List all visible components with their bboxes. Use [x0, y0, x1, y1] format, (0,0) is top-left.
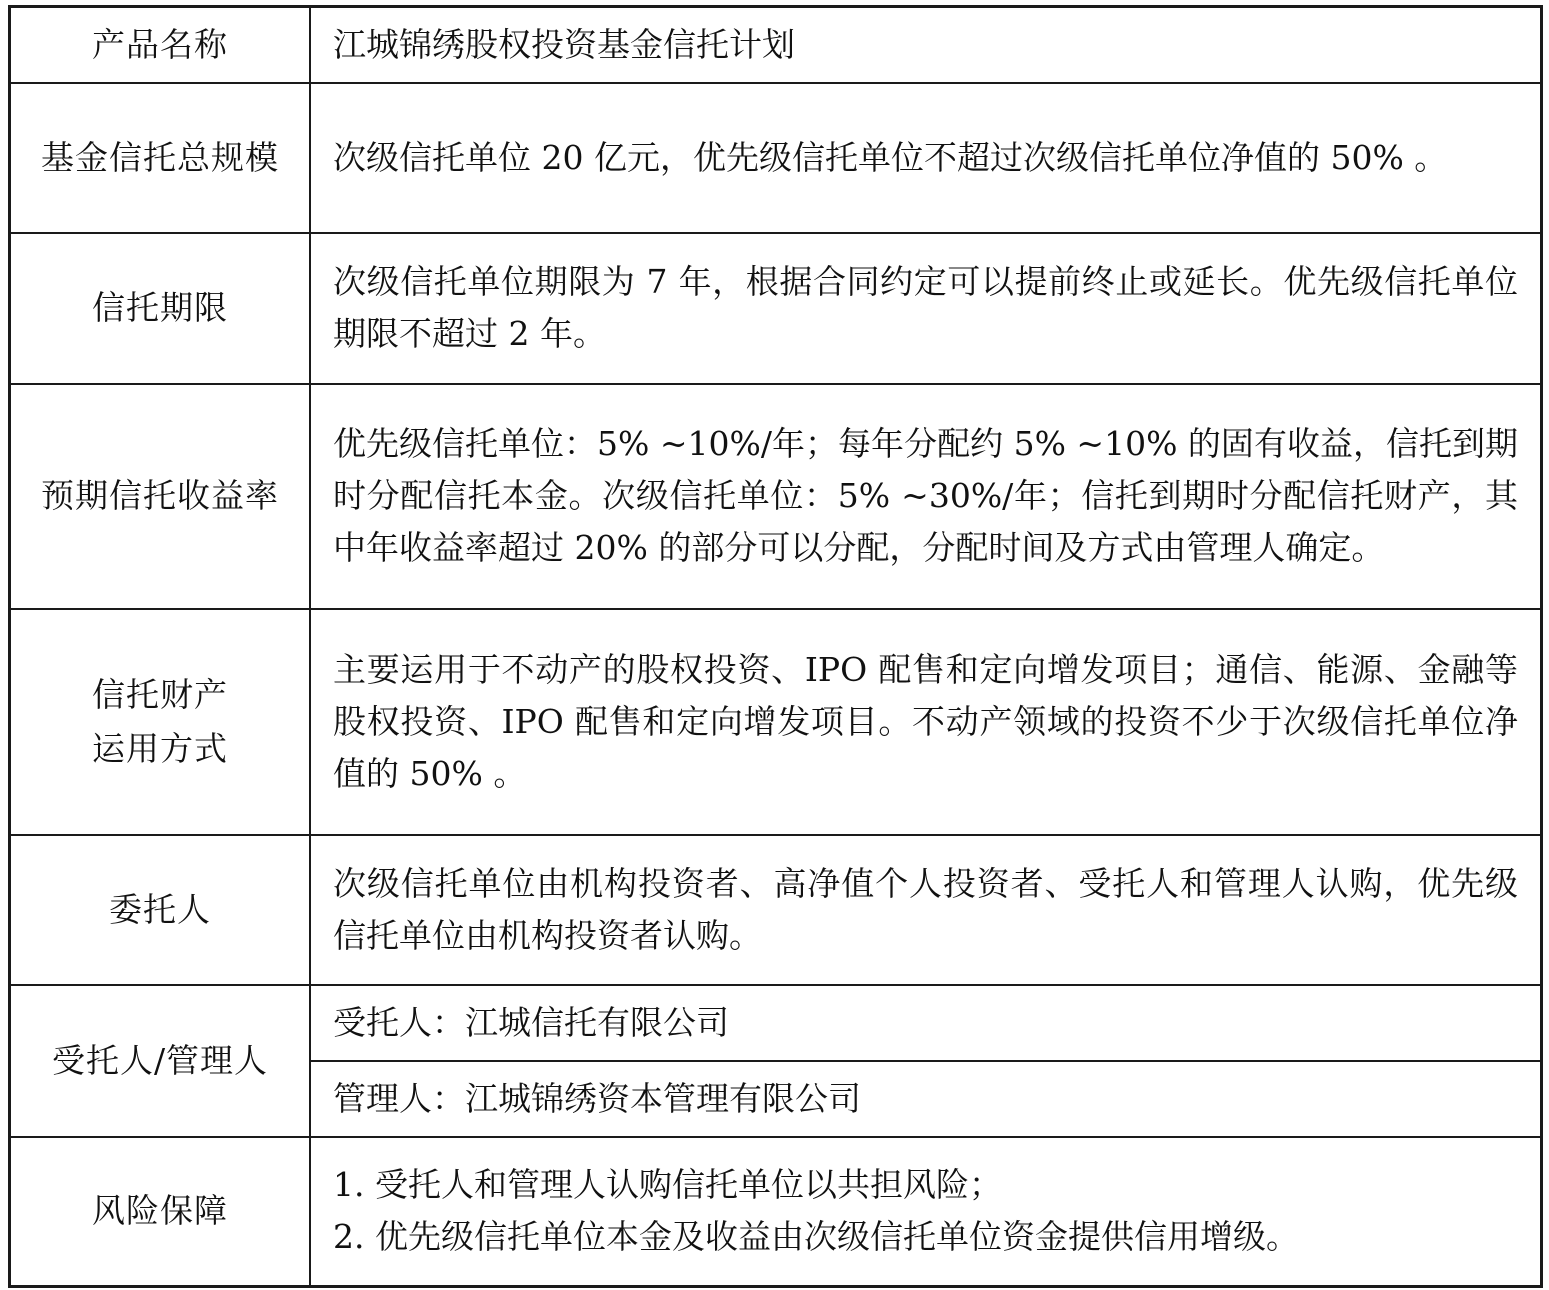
row-label-asset-usage-line2: 运用方式 [92, 728, 228, 768]
table-row [10, 233, 1542, 384]
row-label-asset-usage [10, 609, 311, 835]
risk-item-1: 1. 受托人和管理人认购信托单位以共担风险； [333, 1165, 1002, 1205]
row-label-asset-usage-line1: 信托财产 [92, 674, 228, 714]
row-label-product-name: 产品名称 [10, 7, 311, 83]
row-value-risk-protection [310, 1137, 1542, 1287]
row-value-settlor: 次级信托单位由机构投资者、高净值个人投资者、受托人和管理人认购，优先级信托单位由机构投资者认购。 [310, 835, 1542, 985]
table-row [10, 985, 1542, 1061]
row-value-expected-return: 优先级信托单位：5% ~10%/年；每年分配约 5% ~10% 的固有收益，信托到期时分配信托本金。次级信托单位：5% ~30%/年；信托到期时分配信托财产，其中年收益率超过 20% 的部分可以分配，分配时间及方式由管理人确定。 [310, 384, 1542, 609]
row-label-risk-protection: 风险保障 [10, 1137, 311, 1287]
table-row [10, 7, 1542, 83]
product-info-document [8, 5, 1543, 1288]
row-label-total-size: 基金信托总规模 [10, 83, 311, 233]
row-label-trust-term: 信托期限 [10, 233, 311, 384]
table-row [10, 1137, 1542, 1287]
table-row [10, 609, 1542, 835]
table-row [10, 835, 1542, 985]
risk-item-2: 2. 优先级信托单位本金及收益由次级信托单位资金提供信用增级。 [333, 1217, 1299, 1257]
row-value-trust-term: 次级信托单位期限为 7 年，根据合同约定可以提前终止或延长。优先级信托单位期限不超过 2 年。 [310, 233, 1542, 384]
row-value-product-name: 江城锦绣股权投资基金信托计划 [310, 7, 1542, 83]
row-value-total-size: 次级信托单位 20 亿元，优先级信托单位不超过次级信托单位净值的 50% 。 [310, 83, 1542, 233]
row-value-manager: 管理人：江城锦绣资本管理有限公司 [310, 1061, 1542, 1137]
product-info-table [8, 5, 1543, 1288]
table-row [10, 384, 1542, 609]
row-label-trustee-manager: 受托人/管理人 [10, 985, 311, 1137]
row-label-expected-return: 预期信托收益率 [10, 384, 311, 609]
row-value-trustee: 受托人：江城信托有限公司 [310, 985, 1542, 1061]
table-row [10, 83, 1542, 233]
row-label-settlor: 委托人 [10, 835, 311, 985]
row-value-asset-usage: 主要运用于不动产的股权投资、IPO 配售和定向增发项目；通信、能源、金融等股权投资、IPO 配售和定向增发项目。不动产领域的投资不少于次级信托单位净值的 50% 。 [310, 609, 1542, 835]
